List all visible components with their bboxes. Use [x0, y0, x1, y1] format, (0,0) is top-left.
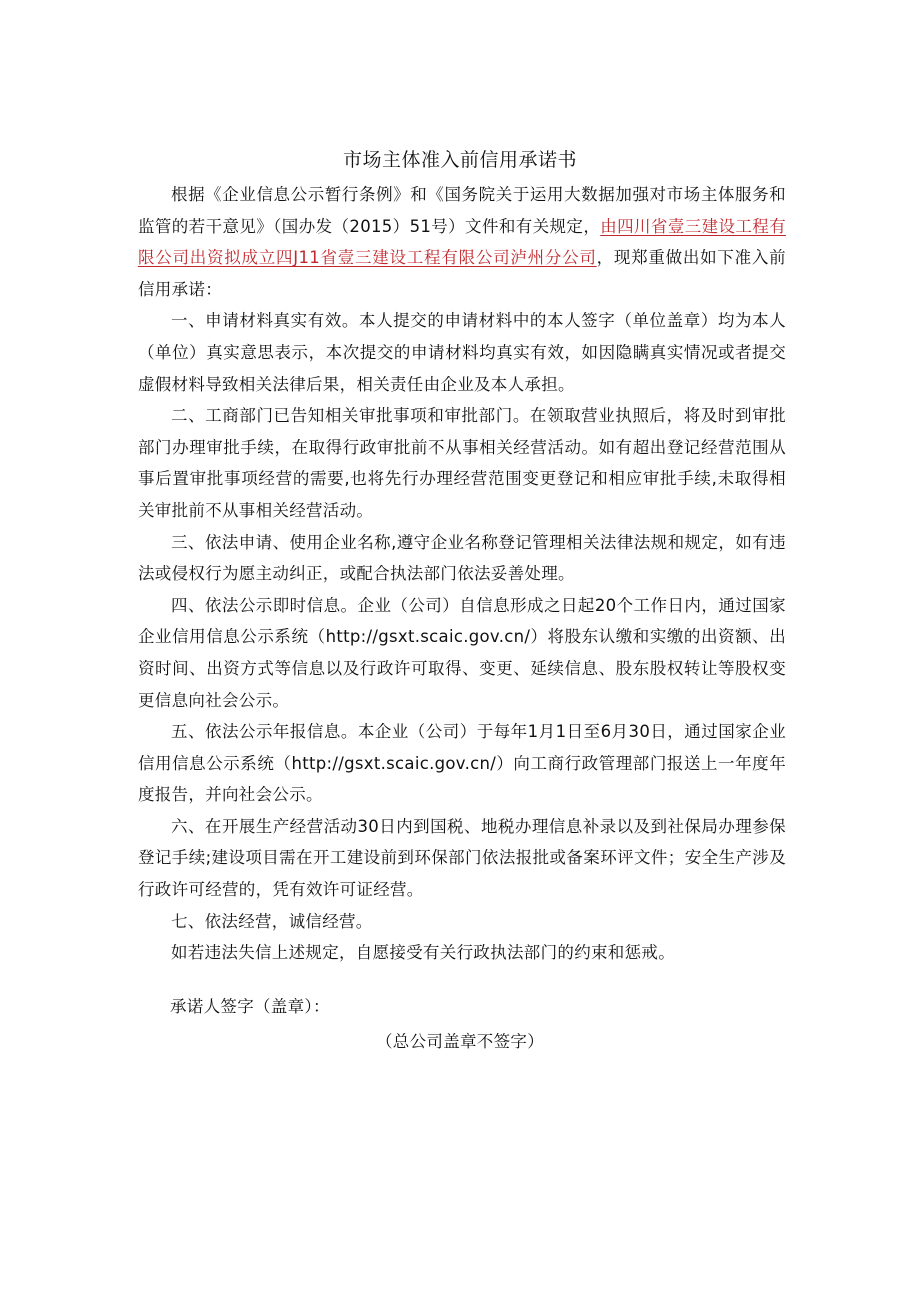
intro-text-before: 根据《企业信息公示暂行条例》和《国务院关于运用大数据加强对市场主体服务和监管的若干意见》（国办发（2015）51号）文件和有关规定，	[138, 185, 786, 236]
intro-highlighted-company: 由四川省壹三建设工程有限公司出资拟成立四J11省壹三建设工程有限公司泸州分公司	[138, 216, 786, 268]
commitment-item-1: 一、申请材料真实有效。本人提交的申请材料中的本人签字（单位盖章）均为本人（单位）真实意思表示，本次提交的申请材料均真实有效，如因隐瞒真实情况或者提交虚假材料导致相关法律后果，相关责任由企业及本人承担。	[138, 311, 786, 394]
commitment-item-7: 七、依法经营，诚信经营。	[171, 911, 373, 931]
commitment-item-5: 五、依法公示年报信息。本企业（公司）于每年1月1日至6月30日，通过国家企业信用信息公示系统（http://gsxt.scaic.gov.cn/）向工商行政管理部门报送上一年度年度报告，并向社会公示。	[138, 722, 786, 805]
intro-text-after: ，现郑重做出如下准入前信用承诺：	[138, 248, 786, 299]
signature-note: （总公司盖章不签字）	[376, 1032, 544, 1051]
signature-label: 承诺人签字（盖章）：	[170, 997, 330, 1016]
document-title: 市场主体准入前信用承诺书	[342, 149, 577, 171]
intro-paragraph	[138, 179, 786, 305]
commitment-item-3: 三、依法申请、使用企业名称,遵守企业名称登记管理相关法律法规和规定，如有违法或侵权行为愿主动纠正，或配合执法部门依法妥善处理。	[138, 532, 786, 584]
commitment-item-2: 二、工商部门已告知相关审批事项和审批部门。在领取营业执照后，将及时到审批部门办理审批手续，在取得行政审批前不从事相关经营活动。如有超出登记经营范围从事后置审批事项经营的需要,也将先行办理经营范围变更登记和相应审批手续,未取得相关审批前不从事相关经营活动。	[138, 406, 786, 520]
commitment-item-4: 四、依法公示即时信息。企业（公司）自信息形成之日起20个工作日内，通过国家企业信用信息公示系统（http://gsxt.scaic.gov.cn/）将股东认缴和实缴的出资额、出资时间、出资方式等信息以及行政许可取得、变更、延续信息、股东股权转让等股权变更信息向社会公示。	[138, 595, 786, 710]
commitment-item-6: 六、在开展生产经营活动30日内到国税、地税办理信息补录以及到社保局办理参保登记手续;建设项目需在开工建设前到环保部门依法报批或备案环评文件；安全生产涉及行政许可经营的，凭有效许可证经营。	[138, 816, 786, 900]
document-body	[138, 179, 786, 969]
closing-statement: 如若违法失信上述规定，自愿接受有关行政执法部门的约束和惩戒。	[171, 943, 675, 963]
